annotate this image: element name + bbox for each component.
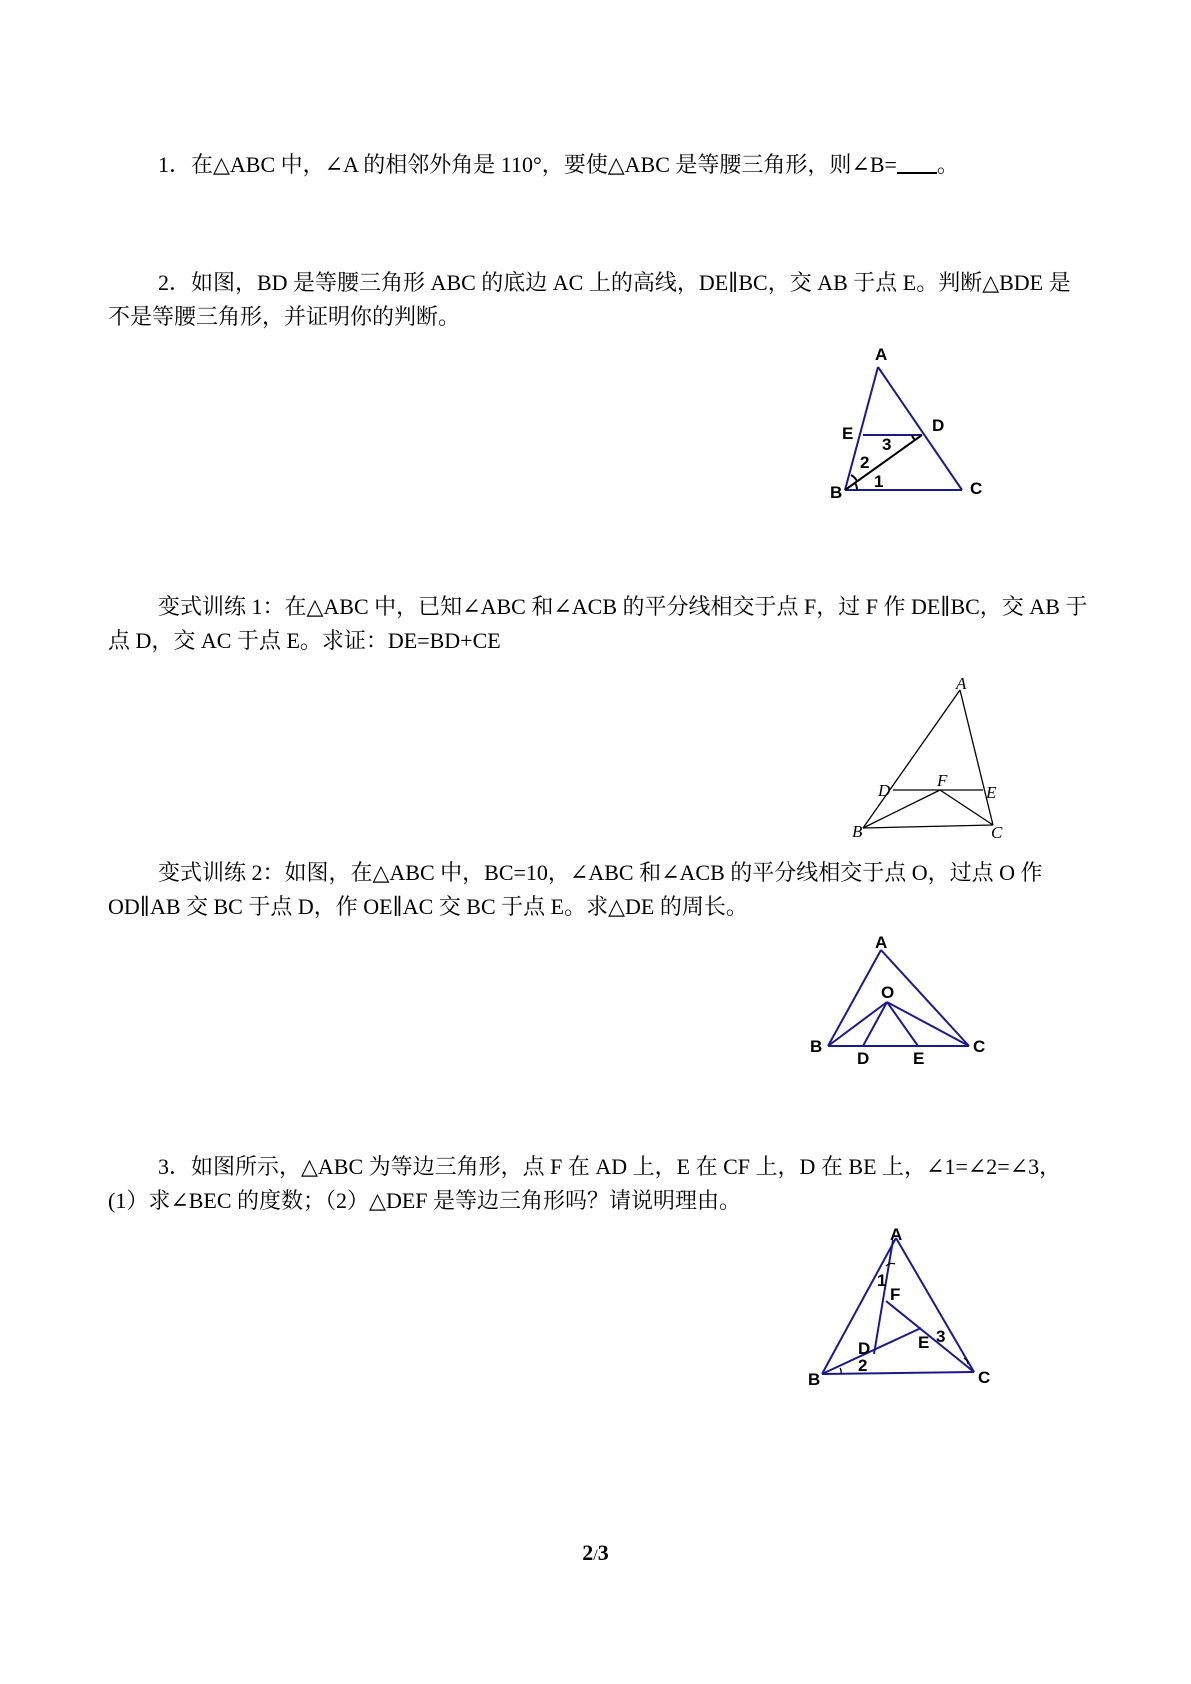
segment-ab [863, 690, 960, 828]
label-e: E [986, 783, 997, 802]
segment-od [863, 1002, 887, 1046]
label-o: O [881, 983, 895, 1002]
segment-bc [822, 1372, 974, 1374]
angle-1-arc [855, 483, 857, 490]
segment-ac [896, 1238, 974, 1372]
label-a: A [956, 674, 967, 693]
label-c: C [978, 1368, 991, 1387]
segment-bc [863, 825, 993, 828]
segment-ac [960, 690, 993, 825]
segment-fc [886, 1301, 974, 1372]
segment-bo [828, 1002, 887, 1046]
segment-oe [887, 1002, 918, 1046]
page-number [0, 1540, 1191, 1566]
figure-v1-triangle [848, 672, 1028, 850]
label-c: C [973, 1037, 986, 1056]
label-e: E [842, 424, 854, 443]
question-1-end: 。 [936, 152, 959, 177]
angle-1-label: 1 [877, 1271, 887, 1290]
page-current: 2 [582, 1540, 594, 1565]
angle-3-label: 3 [936, 1327, 946, 1346]
angle-3-label: 3 [882, 435, 892, 454]
label-c: C [970, 479, 983, 498]
question-1 [108, 148, 1088, 182]
angle-1-label: 1 [874, 472, 884, 491]
question-3: 3．如图所示，△ABC 为等边三角形，点 F 在 AD 上，E 在 CF 上，D 在 BE 上，∠1=∠2=∠3，(1）求∠BEC 的度数；（2）△DEF 是等边三角形吗？请说明理由。 [108, 1154, 1062, 1213]
label-a: A [890, 1225, 903, 1244]
question-1-text: 1．在△ABC 中，∠A 的相邻外角是 110°，要使△ABC 是等腰三角形，则∠B= [158, 152, 897, 177]
segment-ab [828, 950, 881, 1046]
figure-q3-triangle [800, 1222, 1010, 1392]
figure-q2-triangle [820, 340, 1000, 510]
label-c: C [991, 823, 1003, 842]
segment-ac [878, 367, 962, 490]
variant-1: 变式训练 1：在△ABC 中，已知∠ABC 和∠ACB 的平分线相交于点 F，过 F 作 DE∥BC，交 AB 于点 D，交 AC 于点 E。求证：DE=BD+CE [108, 594, 1088, 653]
segment-be [822, 1328, 921, 1374]
question-2: 2．如图，BD 是等腰三角形 ABC 的底边 AC 上的高线，DE∥BC，交 AB 于点 E。判断△BDE 是不是等腰三角形，并证明你的判断。 [108, 270, 1071, 329]
segment-oc [887, 1002, 969, 1046]
label-b: B [852, 822, 863, 841]
label-d: D [878, 781, 891, 800]
angle-1-arc [886, 1263, 895, 1266]
variant-2: 变式训练 2：如图，在△ABC 中，BC=10，∠ABC 和∠ACB 的平分线相交于点 O，过点 O 作 OD∥AB 交 BC 于点 D，作 OE∥AC 交 BC 于点 E。求△DE 的周长。 [108, 860, 1043, 919]
label-f: F [890, 1285, 901, 1304]
page-total: 3 [597, 1540, 609, 1565]
figure-v2-triangle [805, 930, 1005, 1070]
segment-bf [863, 790, 940, 828]
angle-2-label: 2 [858, 1356, 868, 1375]
label-b: B [810, 1037, 823, 1056]
label-a: A [875, 933, 888, 952]
angle-2-label: 2 [860, 453, 870, 472]
label-d: D [858, 1339, 871, 1358]
label-e: E [918, 1333, 930, 1352]
label-d: D [932, 416, 945, 435]
label-b: B [830, 483, 843, 502]
label-a: A [875, 345, 888, 364]
label-b: B [808, 1370, 821, 1389]
angle-2-arc [851, 475, 857, 481]
label-e: E [913, 1049, 925, 1068]
label-f: F [937, 771, 948, 790]
answer-blank [897, 150, 937, 174]
label-d: D [857, 1049, 870, 1068]
page-separator: / [593, 1547, 598, 1564]
